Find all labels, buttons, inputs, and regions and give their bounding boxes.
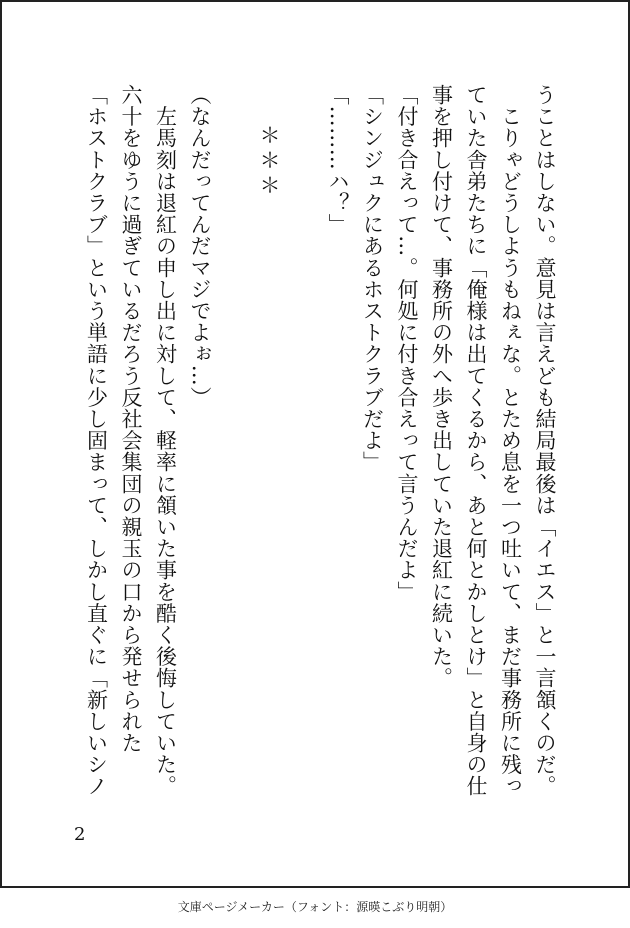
dialogue-line: 「………ハ？」 <box>326 84 350 236</box>
text-line: こりゃどうしようもねぇな。とため息を一つ吐いて、まだ事務所に残っ <box>498 84 523 797</box>
text-line: 「ホストクラブ」という単語に少し固まって、しかし直ぐに「新しいシノ <box>84 84 109 797</box>
text-line: 事を押し付けて、事務所の外へ歩き出していた退紅に続いた。 <box>429 84 454 689</box>
vertical-text-body <box>79 84 562 797</box>
footer-credit: 文庫ページメーカー（フォント：源暎こぶり明朝） <box>177 900 453 914</box>
monologue-line: （なんだってんだマジでよぉ…） <box>188 84 212 408</box>
text-line: 左馬刻は退紅の申し出に対して、軽率に頷いた事を酷く後悔していた。 <box>153 84 178 797</box>
text-line: ていた舎弟たちに「俺様は出てくるから、あと何とかしとけ」と自身の仕 <box>464 84 488 797</box>
text-line: うことはしない。意見は言えども結局最後は「イエス」と一言頷くのだ。 <box>533 84 557 797</box>
dialogue-line: 「付き合えって…。何処に付き合えって言うんだよ」 <box>395 84 419 603</box>
page-number: 2 <box>74 824 86 845</box>
blank-line <box>286 84 321 784</box>
dialogue-line: 「シンジュクにあるホストクラブだよ」 <box>360 84 385 473</box>
blank-line <box>217 84 252 784</box>
text-line: 六十をゆうに過ぎているだろう反社会集団の親玉の口から発せられた <box>119 84 143 754</box>
section-break: ＊＊＊ <box>257 124 281 199</box>
